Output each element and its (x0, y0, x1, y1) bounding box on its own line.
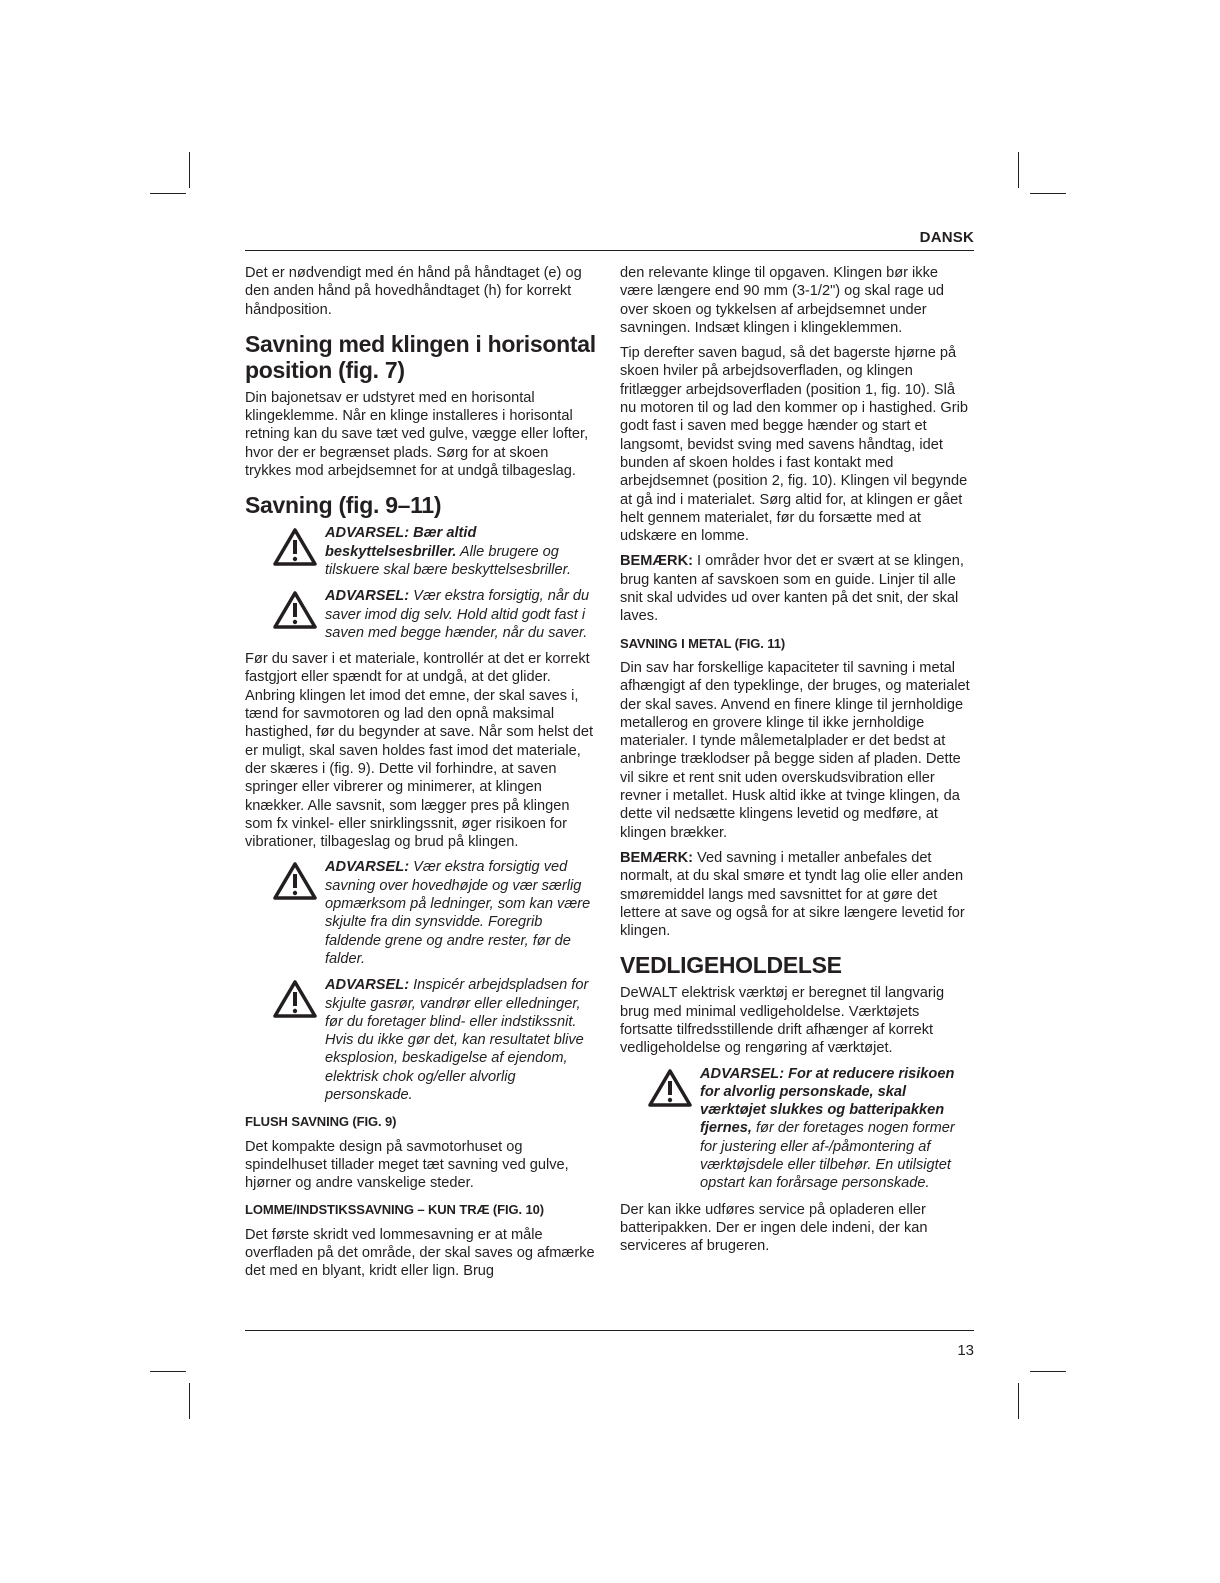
crop-mark (150, 1371, 186, 1372)
note-text: Ved savning i metaller anbefales det normalt, at du skal smøre et tyndt lag olie eller anden smøremiddel langs med savsnittet for at gøre det lettere at save og også for at sikre længere levetid for klingen. (620, 849, 965, 940)
intro-paragraph: Det er nødvendigt med én hånd på håndtaget (e) og den anden hånd på hovedhåndtaget (h) for korrekt håndposition. (245, 265, 582, 318)
note-paragraph (620, 552, 972, 625)
warning-block (620, 1065, 972, 1193)
warning-text: Vær ekstra forsigtig, når du saver imod dig selv. Hold altid godt fast i saven med begge hænder, når du saver. (325, 588, 590, 641)
note-label: BEMÆRK: (620, 849, 693, 866)
horizontal-paragraph: Din bajonetsav er udstyret med en horisontal klingeklemme. Når en klinge installeres i horisontal retning kan du save tæt ved gulve, vægge eller lofter, hvor der er begrænset plads. Sørg for at skoen trykkes mod arbejdsemnet for at undgå tilbageslag. (245, 389, 589, 480)
lomme-paragraph: Det første skridt ved lommesavning er at måle overfladen på det område, der skal saves og afmærke det med en blyant, kridt eller lign. Brug (245, 1226, 595, 1280)
warning-block (245, 587, 597, 642)
heading-horizontal: Savning med klingen i horisontal position (fig. 7) (245, 330, 596, 383)
header-rule (245, 250, 974, 251)
heading-savning: Savning (fig. 9–11) (245, 492, 442, 519)
heading-metal: SAVNING I METAL (FIG. 11) (620, 635, 786, 651)
savning-paragraph: Før du saver i et materiale, kontrollér at det er korrekt fastgjort eller spændt for at undgå, at det glider. Anbring klingen let imod det emne, der skal saves i, tænd for savmotoren og lad den opnå maksimal hastighed, før du begynder at save. Når som helst det er muligt, skal saven holdes fast imod det materiale, der skæres i (fig. 9). Dette vil forhindre, at saven springer eller vibrerer og minimerer, at klingen knækker. Alle savsnit, som lægger pres på klingen som fx vinkel- eller snirklingssnit, øger risikoen for vibrationer, tilbageslag og brud på klingen. (245, 651, 594, 851)
warning-text: Inspicér arbejdspladsen for skjulte gasrør, vandrør eller elledninger, før du foretager blind- eller indstikssnit. Hvis du ikke gør det, kan resultatet blive eksplosion, beskadigelse af ejendom, elektrisk chok og/eller alvorlig personskade. (325, 977, 589, 1103)
continued-paragraph: den relevante klinge til opgaven. Klingen bør ikke være længere end 90 mm (3-1/2") og skal rage ud over skoen og tykkelsen af arbejdsemnet under savningen. Indsæt klingen i klingeklemmen. (620, 265, 944, 336)
note-paragraph (620, 849, 972, 940)
metal-paragraph: Din sav har forskellige kapaciteter til savning i metal afhængigt af den typeklinge, der bruges, og materialet der skal saves. Anvend en finere klinge til jernholdige metallerog en grovere klinge til ikke jernholdige materialer. I tynde målemetalplader er det bedst at anbringe træklodser på begge siden af pladen. Dette vil sikre et rent snit uden overskudsvibration eller revner i metallet. Husk altid ikke at tvinge klingen, da dette vil nedsætte klingens levetid og medføre, at klingen brækker. (620, 659, 970, 841)
crop-mark (1018, 152, 1019, 188)
crop-mark (1030, 193, 1066, 194)
crop-mark (189, 1383, 190, 1419)
warning-triangle-icon (648, 1069, 692, 1107)
warning-block (245, 524, 597, 579)
heading-flush: FLUSH SAVNING (FIG. 9) (245, 1114, 397, 1130)
heading-lomme: LOMME/INDSTIKSSAVNING – KUN TRÆ (FIG. 10) (245, 1202, 545, 1218)
page-number: 13 (957, 1342, 974, 1359)
vedligeholdelse-paragraph: DeWALT elektrisk værktøj er beregnet til langvarig brug med minimal vedligeholdelse. Værktøjets fortsatte tilfredsstillende drift afhænger af korrekt vedligeholdelse og rengøring af værktøjet. (620, 985, 945, 1057)
heading-vedligeholdelse: VEDLIGEHOLDELSE (620, 952, 842, 979)
warning-label: ADVARSEL: For at reducere risikoen for alvorlig personskade, skal værktøjet slukkes og batteripakken fjernes, (700, 1065, 955, 1137)
footer-rule (245, 1330, 974, 1331)
flush-paragraph: Det kompakte design på savmotorhuset og spindelhuset tillader meget tæt savning ved gulve, hjørner og andre vanskelige steder. (245, 1138, 569, 1192)
warning-label: ADVARSEL: (325, 588, 410, 605)
warning-block (245, 858, 597, 968)
crop-mark (189, 152, 190, 188)
right-column (620, 264, 972, 1263)
crop-mark (1030, 1371, 1066, 1372)
language-label: DANSK (919, 229, 974, 246)
warning-triangle-icon (273, 591, 317, 629)
warning-text: Alle brugere og tilskuere skal bære beskyttelsesbriller. (325, 543, 572, 578)
warning-text: Vær ekstra forsigtig ved savning over hovedhøjde og vær særlig opmærksom på ledninger, som kan være skjulte fra din synsvidde. Foregrib faldende grene og andre rester, før de falder. (325, 859, 591, 967)
warning-text: før der foretages nogen former for justering eller af-/påmontering af værktøjsdele eller tilbehør. En utilsigtet opstart kan forårsage personskade. (700, 1120, 955, 1192)
warning-label: ADVARSEL: (325, 977, 410, 994)
warning-triangle-icon (273, 528, 317, 566)
warning-block (245, 976, 597, 1104)
warning-label: ADVARSEL: (325, 859, 410, 876)
crop-mark (1018, 1383, 1019, 1419)
left-column (245, 264, 597, 1288)
warning-triangle-icon (273, 980, 317, 1018)
crop-mark (150, 193, 186, 194)
service-paragraph: Der kan ikke udføres service på opladeren eller batteripakken. Der er ingen dele indeni, der kan serviceres af brugeren. (620, 1201, 928, 1255)
tip-paragraph: Tip derefter saven bagud, så det bagerste hjørne på skoen hviler på arbejdsoverfladen, og klingen fritlægger arbejdsoverfladen (position 1, fig. 10). Slå nu motoren til og lad den kommer op i hastighed. Grib godt fast i saven med begge hænder og start et langsomt, bevidst sving med savens håndtag, idet bunden af skoen holdes i fast kontakt med arbejdsemnet (position 2, fig. 10). Klingen vil begynde at gå ind i materialet. Sørg altid for, at klingen er gået helt gennem materialet, før du forsætte med at udskære en lomme. (620, 345, 969, 545)
note-text: I områder hvor det er svært at se klingen, brug kanten af savskoen som en guide. Linjer til alle snit skal udvides ud over kanten på det snit, der skal laves. (620, 553, 964, 625)
note-label: BEMÆRK: (620, 553, 693, 570)
warning-triangle-icon (273, 862, 317, 900)
warning-label: ADVARSEL: Bær altid beskyttelsesbriller. (325, 525, 477, 560)
